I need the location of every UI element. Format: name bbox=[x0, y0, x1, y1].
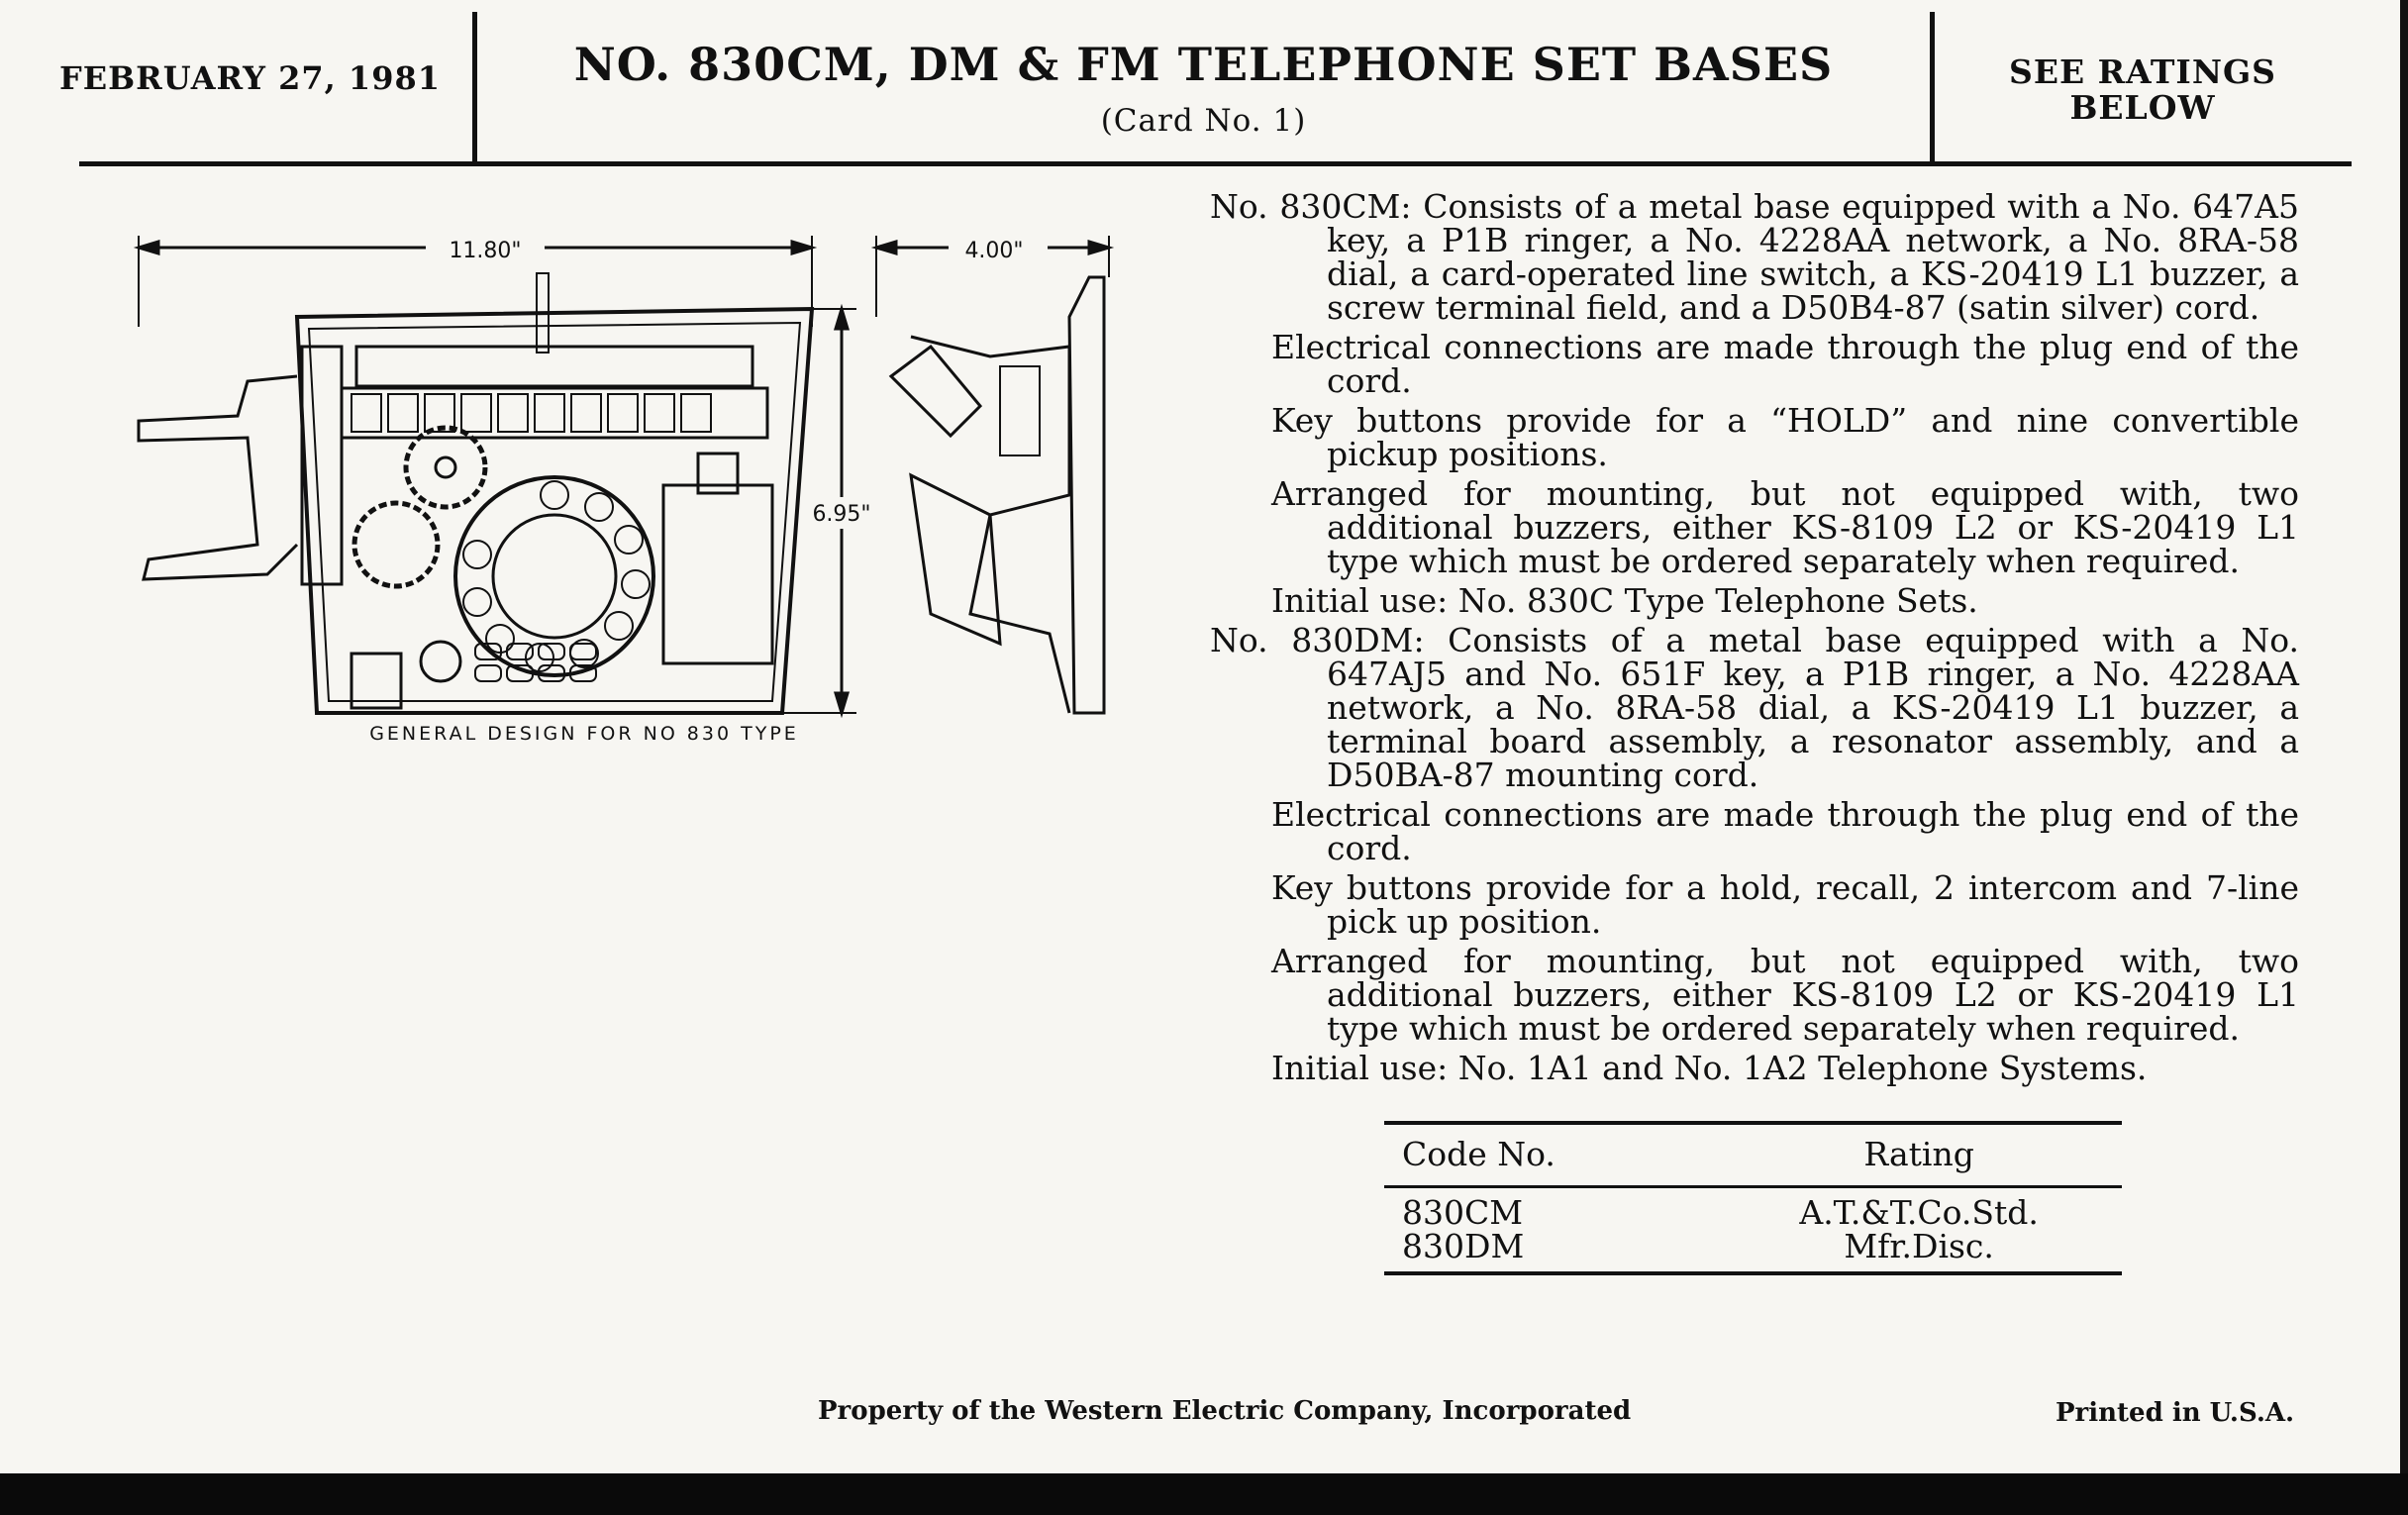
table-header-row bbox=[1384, 1123, 2122, 1187]
drawing-caption: GENERAL DESIGN FOR NO 830 TYPE bbox=[369, 723, 799, 745]
830cm-key-buttons: Key buttons provide for a “HOLD” and nine convertible pickup positions. bbox=[1271, 401, 2299, 473]
830dm-mounting: Arranged for mounting, but not equipped with, two additional buzzers, either KS-8109 L2 or KS-20419 L1 type which must be ordered separately when required. bbox=[1271, 942, 2299, 1048]
code-cell: 830CM bbox=[1402, 1193, 1524, 1232]
830cm-mounting: Arranged for mounting, but not equipped with, two additional buzzers, either KS-8109 L2 or KS-20419 L1 type which must be ordered separately when required. bbox=[1271, 474, 2299, 580]
rating-note-line1: SEE RATINGS bbox=[2008, 52, 2277, 91]
rating-note bbox=[1935, 54, 2351, 126]
830cm-connections: Electrical connections are made through the plug end of the cord. bbox=[1271, 328, 2299, 400]
telephone-base-drawing bbox=[119, 218, 1129, 753]
height-dimension: 6.95" bbox=[812, 502, 871, 527]
ratings-table bbox=[1384, 1121, 2122, 1275]
header-rule bbox=[79, 161, 2352, 166]
width-dimension: 11.80" bbox=[449, 239, 522, 263]
830cm-description: No. 830CM: Consists of a metal base equipped with a No. 647A5 key, a P1B ringer, a No. 4228AA network, a No. 8RA-58 dial, a card-operated line switch, a KS-20419 L1 buzzer, a screw terminal field, and a D50B4-87 (satin silver) cord. bbox=[1210, 187, 2299, 327]
depth-dimension: 4.00" bbox=[964, 239, 1024, 263]
date: FEBRUARY 27, 1981 bbox=[59, 59, 441, 97]
830dm-key-buttons: Key buttons provide for a hold, recall, 2 intercom and 7-line pick up position. bbox=[1271, 868, 2299, 941]
table-row bbox=[1384, 1187, 2122, 1231]
description bbox=[1210, 187, 2299, 1091]
column-header-code: Code No. bbox=[1384, 1123, 1716, 1187]
card-number: (Card No. 1) bbox=[1100, 103, 1307, 139]
table-row bbox=[1384, 1230, 2122, 1273]
code-cell: 830DM bbox=[1384, 1230, 1716, 1273]
page-title: NO. 830CM, DM & FM TELEPHONE SET BASES bbox=[573, 38, 1834, 91]
830dm-initial-use: Initial use: No. 1A1 and No. 1A2 Telephone Systems. bbox=[1271, 1049, 2148, 1087]
column-header-rating: Rating bbox=[1716, 1123, 2122, 1187]
rating-cell: A.T.&T.Co.Std. bbox=[1799, 1193, 2039, 1232]
printed-notice: Printed in U.S.A. bbox=[2056, 1398, 2295, 1428]
830dm-connections: Electrical connections are made through the plug end of the cord. bbox=[1271, 795, 2299, 867]
rating-cell: Mfr.Disc. bbox=[1716, 1230, 2122, 1273]
830cm-initial-use: Initial use: No. 830C Type Telephone Sets. bbox=[1271, 581, 1978, 620]
property-notice: Property of the Western Electric Company, Incorporated bbox=[818, 1396, 1632, 1426]
scan-border bbox=[0, 1473, 2408, 1515]
rating-note-line2: BELOW bbox=[2069, 88, 2216, 127]
830dm-description: No. 830DM: Consists of a metal base equipped with a No. 647AJ5 and No. 651F key, a P1B ringer, a No. 4228AA network, a No. 8RA-58 dial, a KS-20419 L1 buzzer, a terminal board assembly, a resonator assembly, and a D50BA-87 mounting cord. bbox=[1210, 621, 2299, 794]
